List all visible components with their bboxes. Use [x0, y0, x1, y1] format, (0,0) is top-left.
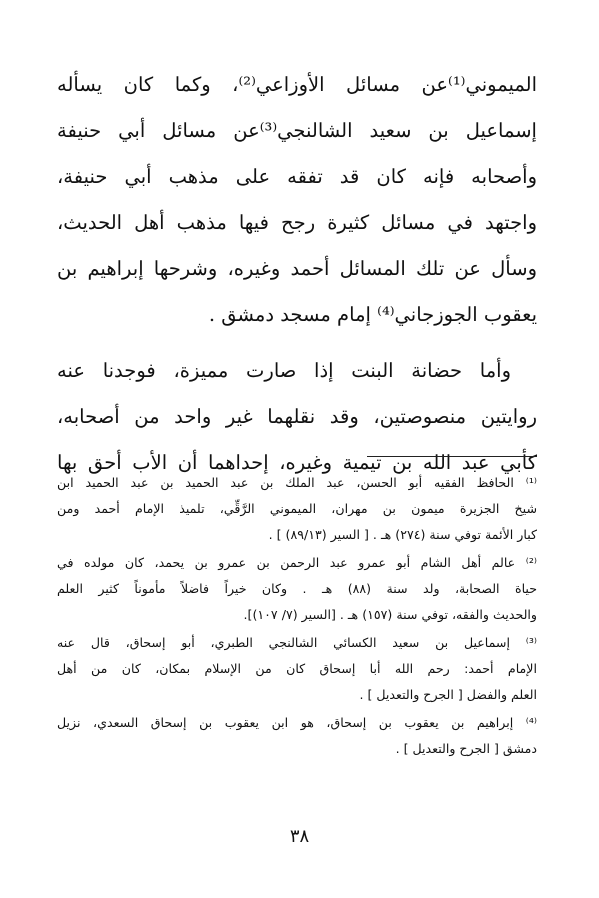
body-line: يعقوب الجوزجاني⁽⁴⁾ إمام مسجد دمشق .	[208, 303, 537, 326]
page-number: ٣٨	[289, 826, 310, 847]
body-line: وسأل عن تلك المسائل أحمد وغيره، وشرحها إبراهيم بن	[57, 257, 537, 280]
body-line: إسماعيل بن سعيد الشالنجي⁽³⁾عن مسائل أبي حنيفة	[57, 119, 537, 142]
footnote-2	[57, 550, 537, 628]
footnote-line: شيخ الجزيرة ميمون بن مهران، الميموني الرَّقِّي، تلميذ الإمام أحمد ومن	[57, 501, 537, 516]
body-line: واجتهد في مسائل كثيرة رجح فيها مذهب أهل الحديث،	[57, 211, 537, 234]
body-line: وأما حضانة البنت إذا صارت مميزة، فوجدنا عنه	[57, 359, 511, 382]
footnote-line: ⁽³⁾ إسماعيل بن سعيد الكسائي الشالنجي الطبري، أبو إسحاق، قال عنه	[57, 635, 537, 650]
footnote-line: العلم والفضل [ الجرح والتعديل ] .	[359, 687, 537, 702]
footnote-separator	[367, 456, 537, 457]
footnotes	[57, 470, 537, 764]
footnote-line: ⁽²⁾ عالم أهل الشام أبو عمرو عبد الرحمن بن عمرو بن يحمد، كان مولده في	[57, 555, 537, 570]
footnote-line: الإمام أحمد: رحم الله أبا إسحاق كان من الإسلام بمكان، كان من أهل	[57, 661, 537, 676]
footnote-line: حياة الصحابة، ولد سنة (٨٨) هـ . وكان خيراً فاضلاً مأموناً كثير العلم	[57, 581, 537, 596]
footnote-line: والحديث والفقه، توفي سنة (١٥٧) هـ . [السير (٧/ ١٠٧)].	[243, 607, 537, 622]
main-text	[57, 62, 537, 486]
body-line: كأبي عبد الله بن تيمية وغيره، إحداهما أن الأب أحق بها	[57, 451, 537, 474]
footnote-line: ⁽⁴⁾ إبراهيم بن يعقوب بن إسحاق، هو ابن يعقوب بن إسحاق السعدي، نزيل	[57, 715, 537, 730]
footnote-4	[57, 710, 537, 762]
body-line: روايتين منصوصتين، وقد نقلهما غير واحد من أصحابه،	[57, 405, 537, 428]
footnote-3	[57, 630, 537, 708]
paragraph-gap	[57, 338, 537, 348]
footnote-line: كبار الأئمة توفي سنة (٢٧٤) هـ . [ السير (٨٩/١٣) ] .	[268, 527, 537, 542]
footnote-1	[57, 470, 537, 548]
body-line: وأصحابه فإنه كان قد تفقه على مذهب أبي حنيفة،	[57, 165, 537, 188]
footnote-line: دمشق [ الجرح والتعديل ] .	[395, 741, 537, 756]
footnote-line: ⁽¹⁾ الحافظ الفقيه أبو الحسن، عبد الملك بن عبد الحميد بن عبد الحميد ابن	[57, 475, 537, 490]
body-line: الميموني⁽¹⁾عن مسائل الأوزاعي⁽²⁾، وكما كان يسأله	[57, 73, 537, 96]
